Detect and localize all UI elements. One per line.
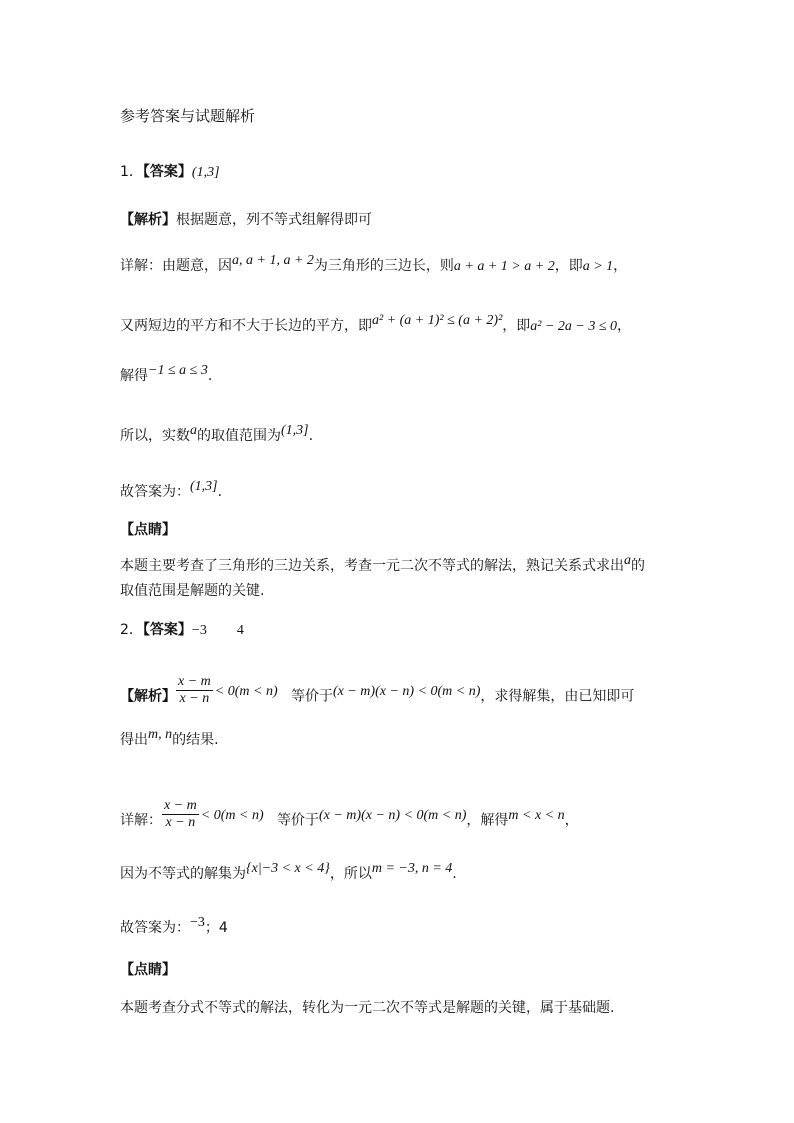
text: ，即 — [502, 318, 531, 334]
text: 取值范围是解题的关键. — [120, 583, 265, 599]
text: 等价于 — [290, 688, 333, 705]
text: 的 — [631, 558, 645, 574]
math-expr: a² + (a + 1)² ≤ (a + 2)² — [372, 313, 503, 328]
text: 所以，实数 — [120, 428, 190, 444]
q1-number: 1． — [120, 164, 143, 180]
math-expr: a > 1 — [582, 259, 614, 274]
q1-detail-line-2 — [120, 313, 632, 337]
text: 的取值范围为 — [197, 428, 281, 444]
math-expr: m, n — [148, 727, 173, 742]
q1-analysis-line — [120, 210, 372, 230]
math-expr: < 0(m < n) — [214, 683, 278, 699]
text: ；4 — [204, 920, 228, 936]
q2-analysis-line — [120, 674, 635, 713]
math-expr: a² − 2a − 3 ≤ 0 — [530, 319, 618, 334]
text: 故答案为： — [120, 920, 190, 936]
q2-answer-label: 【答案】 — [142, 622, 192, 638]
q2-number: 2． — [120, 622, 143, 638]
math-expr: (1,3] — [190, 479, 218, 494]
text: ， — [613, 258, 628, 274]
q1-comment — [120, 554, 680, 603]
math-expr: m < x < n — [508, 807, 565, 823]
math-expr: m = −3, n = 4 — [371, 861, 453, 876]
text: ， — [617, 318, 632, 334]
fraction — [176, 674, 213, 707]
q2-comment-label: 【点睛】 — [120, 962, 176, 978]
q2-answer-1: −3 — [191, 623, 207, 638]
q1-comment-label: 【点睛】 — [120, 522, 176, 538]
q2-answer-2: 4 — [236, 623, 244, 638]
text: . — [308, 428, 314, 444]
q2-comment: 本题考查分式不等式的解法，转化为一元二次不等式是解题的关键，属于基础题. — [120, 1000, 615, 1016]
q1-analysis-label: 【解析】 — [120, 212, 176, 228]
math-expr: (x − m)(x − n) < 0(m < n) — [332, 683, 481, 699]
text: ，求得解集，由已知即可 — [480, 688, 635, 705]
fraction — [162, 798, 199, 831]
q2-answer-line — [120, 620, 244, 641]
q2-detail-line — [120, 798, 579, 837]
fraction-numerator: x − m — [178, 674, 211, 689]
q1-answer-line — [120, 162, 220, 183]
text: . — [452, 866, 457, 882]
text: 本题主要考查了三角形的三边关系，考查一元二次不等式的解法，熟记关系式求出 — [120, 558, 624, 574]
text: . — [207, 368, 213, 384]
text: 又两短边的平方和不大于长边的平方，即 — [120, 318, 372, 334]
math-expr: a — [624, 553, 631, 568]
math-expr: a, a + 1, a + 2 — [232, 253, 314, 268]
q1-answer: (1,3] — [191, 165, 220, 180]
q1-detail-line-1 — [120, 253, 628, 277]
text: 等价于 — [276, 812, 319, 829]
fraction-numerator: x − m — [164, 798, 197, 813]
q2-final-answer-line — [120, 915, 228, 939]
text: ， — [564, 812, 579, 829]
q2-analysis-line-2 — [120, 727, 219, 751]
text: 得出 — [120, 732, 148, 748]
math-expr: < 0(m < n) — [200, 807, 264, 823]
fraction-denominator: x − n — [165, 815, 196, 830]
math-expr: {x|−3 < x < 4} — [246, 861, 330, 876]
text: ，所以 — [329, 866, 372, 882]
q2-detail-line-2 — [120, 861, 457, 885]
text: . — [217, 484, 223, 500]
q1-detail-line-3 — [120, 363, 213, 387]
math-expr: −1 ≤ a ≤ 3 — [148, 363, 208, 378]
math-expr: (x − m)(x − n) < 0(m < n) — [318, 807, 467, 823]
page-title: 参考答案与试题解析 — [120, 107, 256, 125]
fraction-denominator: x − n — [179, 691, 210, 706]
text: 的结果. — [172, 732, 219, 748]
text: 为三角形的三边长，则 — [313, 258, 454, 274]
q1-answer-label: 【答案】 — [142, 164, 192, 180]
math-expr: a + a + 1 > a + 2 — [453, 259, 555, 274]
math-expr: a — [190, 423, 197, 438]
text: 详解： — [120, 812, 162, 829]
text: 详解：由题意，因 — [120, 258, 232, 274]
text: 因为不等式的解集为 — [120, 866, 246, 882]
text: ，即 — [554, 258, 583, 274]
q1-analysis-text: 根据题意，列不等式组解得即可 — [176, 212, 372, 228]
q2-analysis-label: 【解析】 — [120, 688, 176, 705]
q1-final-answer-line — [120, 479, 223, 503]
math-expr: −3 — [190, 915, 205, 930]
text: 解得 — [120, 368, 148, 384]
math-expr: (1,3] — [281, 423, 309, 438]
text: ，解得 — [466, 812, 509, 829]
q1-detail-line-4 — [120, 423, 314, 447]
text: 故答案为： — [120, 484, 190, 500]
